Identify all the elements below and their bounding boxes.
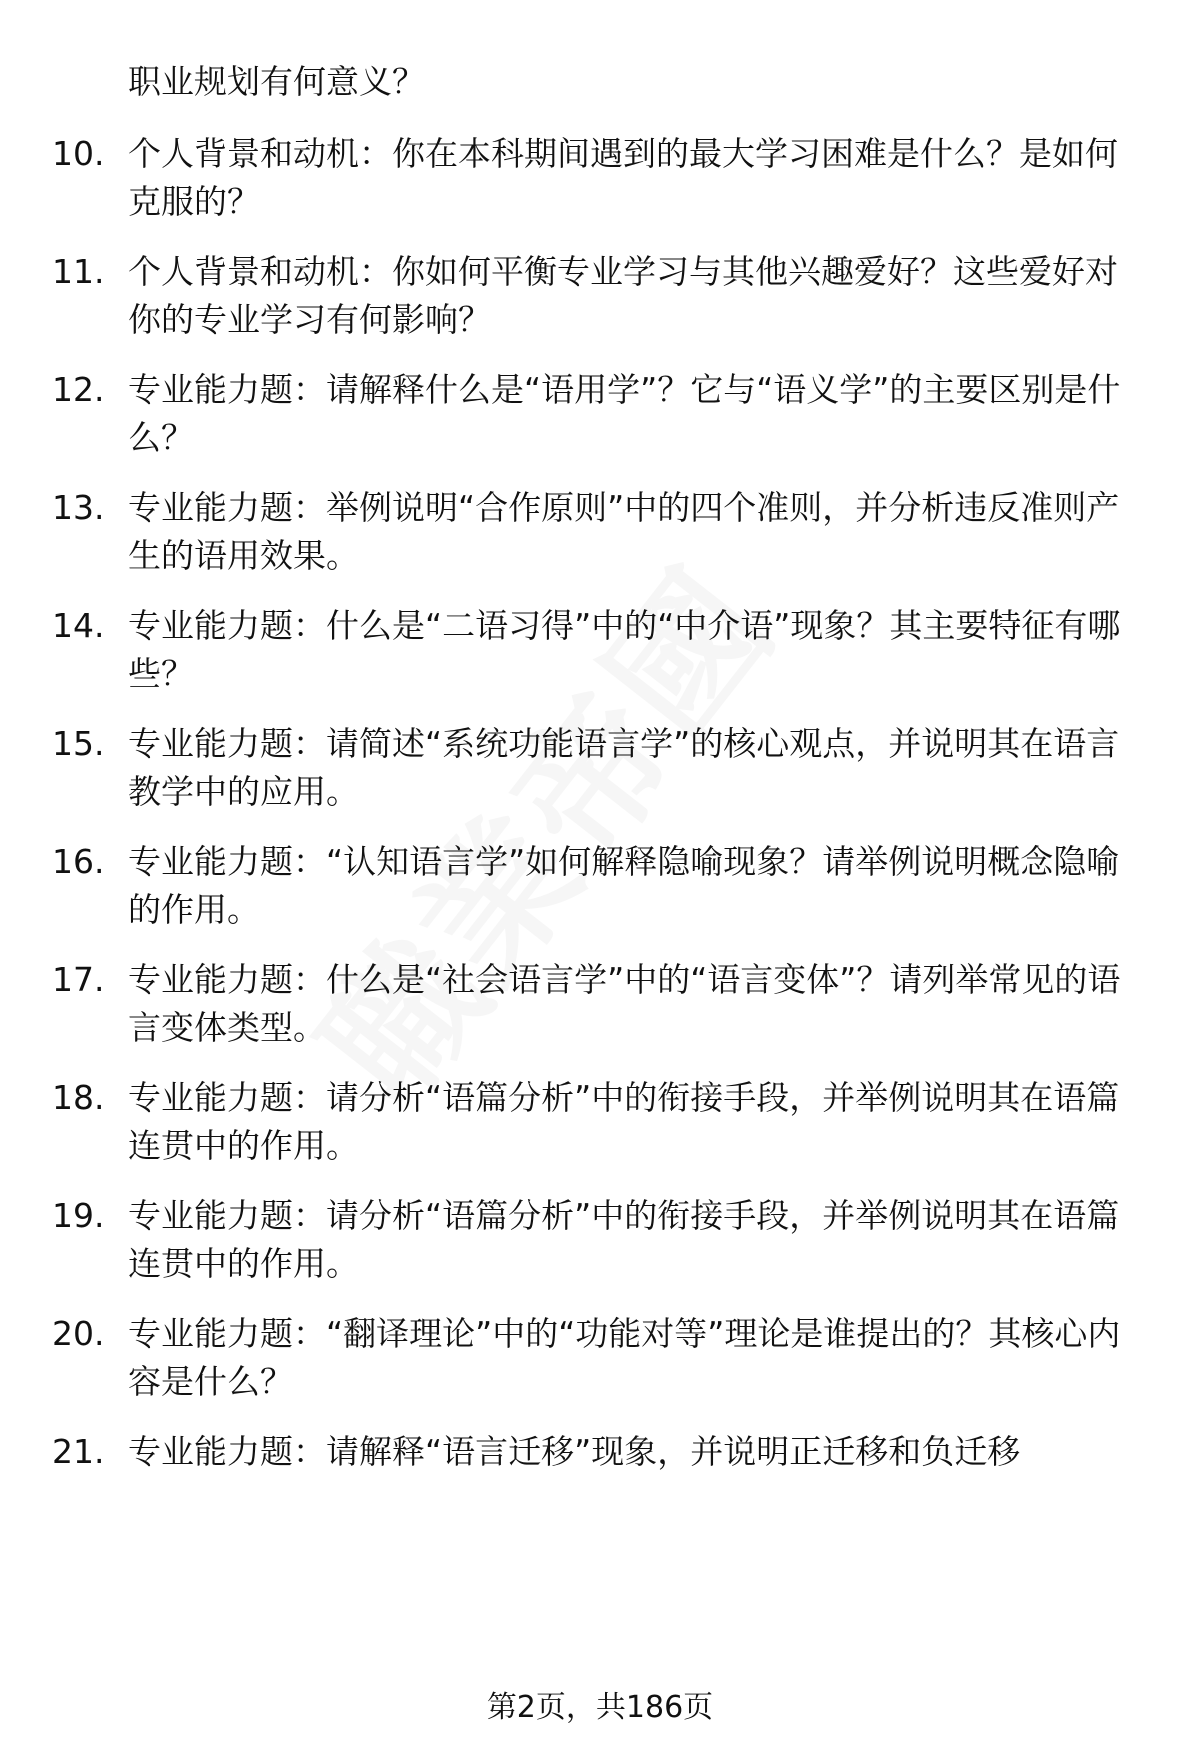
question-number: 12. bbox=[52, 370, 105, 409]
question-number: 13. bbox=[52, 488, 105, 527]
list-item bbox=[0, 1310, 1200, 1410]
question-number: 10. bbox=[52, 134, 105, 173]
list-item bbox=[0, 720, 1200, 820]
question-text: 专业能力题：请解释“语言迁移”现象，并说明正迁移和负迁移 bbox=[128, 1432, 1021, 1471]
question-text: 专业能力题：什么是“社会语言学”中的“语言变体”？请列举常见的语言变体类型。 bbox=[128, 960, 1121, 1047]
question-continuation-text: 职业规划有何意义？ bbox=[128, 62, 425, 101]
question-text: 专业能力题：请简述“系统功能语言学”的核心观点，并说明其在语言教学中的应用。 bbox=[128, 724, 1120, 811]
question-number: 19. bbox=[52, 1196, 105, 1235]
list-item bbox=[0, 248, 1200, 348]
list-item bbox=[0, 484, 1200, 584]
question-text: 专业能力题：举例说明“合作原则”中的四个准则，并分析违反准则产生的语用效果。 bbox=[128, 488, 1120, 575]
list-item bbox=[0, 602, 1200, 702]
question-number: 18. bbox=[52, 1078, 105, 1117]
list-item bbox=[0, 1192, 1200, 1292]
list-item bbox=[0, 366, 1200, 466]
question-text: 专业能力题：什么是“二语习得”中的“中介语”现象？其主要特征有哪些？ bbox=[128, 606, 1121, 693]
question-text: 个人背景和动机：你如何平衡专业学习与其他兴趣爱好？这些爱好对你的专业学习有何影响？ bbox=[128, 252, 1118, 339]
question-number: 15. bbox=[52, 724, 105, 763]
list-item bbox=[0, 130, 1200, 230]
question-number: 14. bbox=[52, 606, 105, 645]
question-number: 21. bbox=[52, 1432, 105, 1471]
page-footer: 第2页，共186页 bbox=[486, 1690, 714, 1725]
question-text: 专业能力题：“翻译理论”中的“功能对等”理论是谁提出的？其核心内容是什么？ bbox=[128, 1314, 1121, 1401]
list-item bbox=[0, 956, 1200, 1056]
list-item bbox=[0, 1428, 1200, 1528]
question-text: 专业能力题：“认知语言学”如何解释隐喻现象？请举例说明概念隐喻的作用。 bbox=[128, 842, 1120, 929]
question-number: 11. bbox=[52, 252, 105, 291]
question-number: 16. bbox=[52, 842, 105, 881]
question-text: 专业能力题：请分析“语篇分析”中的衔接手段，并举例说明其在语篇连贯中的作用。 bbox=[128, 1078, 1120, 1165]
question-number: 20. bbox=[52, 1314, 105, 1353]
question-text: 专业能力题：请分析“语篇分析”中的衔接手段，并举例说明其在语篇连贯中的作用。 bbox=[128, 1196, 1120, 1283]
list-item bbox=[0, 838, 1200, 938]
list-item bbox=[0, 1074, 1200, 1174]
question-number: 17. bbox=[52, 960, 105, 999]
question-text: 专业能力题：请解释什么是“语用学”？它与“语义学”的主要区别是什么？ bbox=[128, 370, 1121, 457]
question-text: 个人背景和动机：你在本科期间遇到的最大学习困难是什么？是如何克服的？ bbox=[128, 134, 1118, 221]
